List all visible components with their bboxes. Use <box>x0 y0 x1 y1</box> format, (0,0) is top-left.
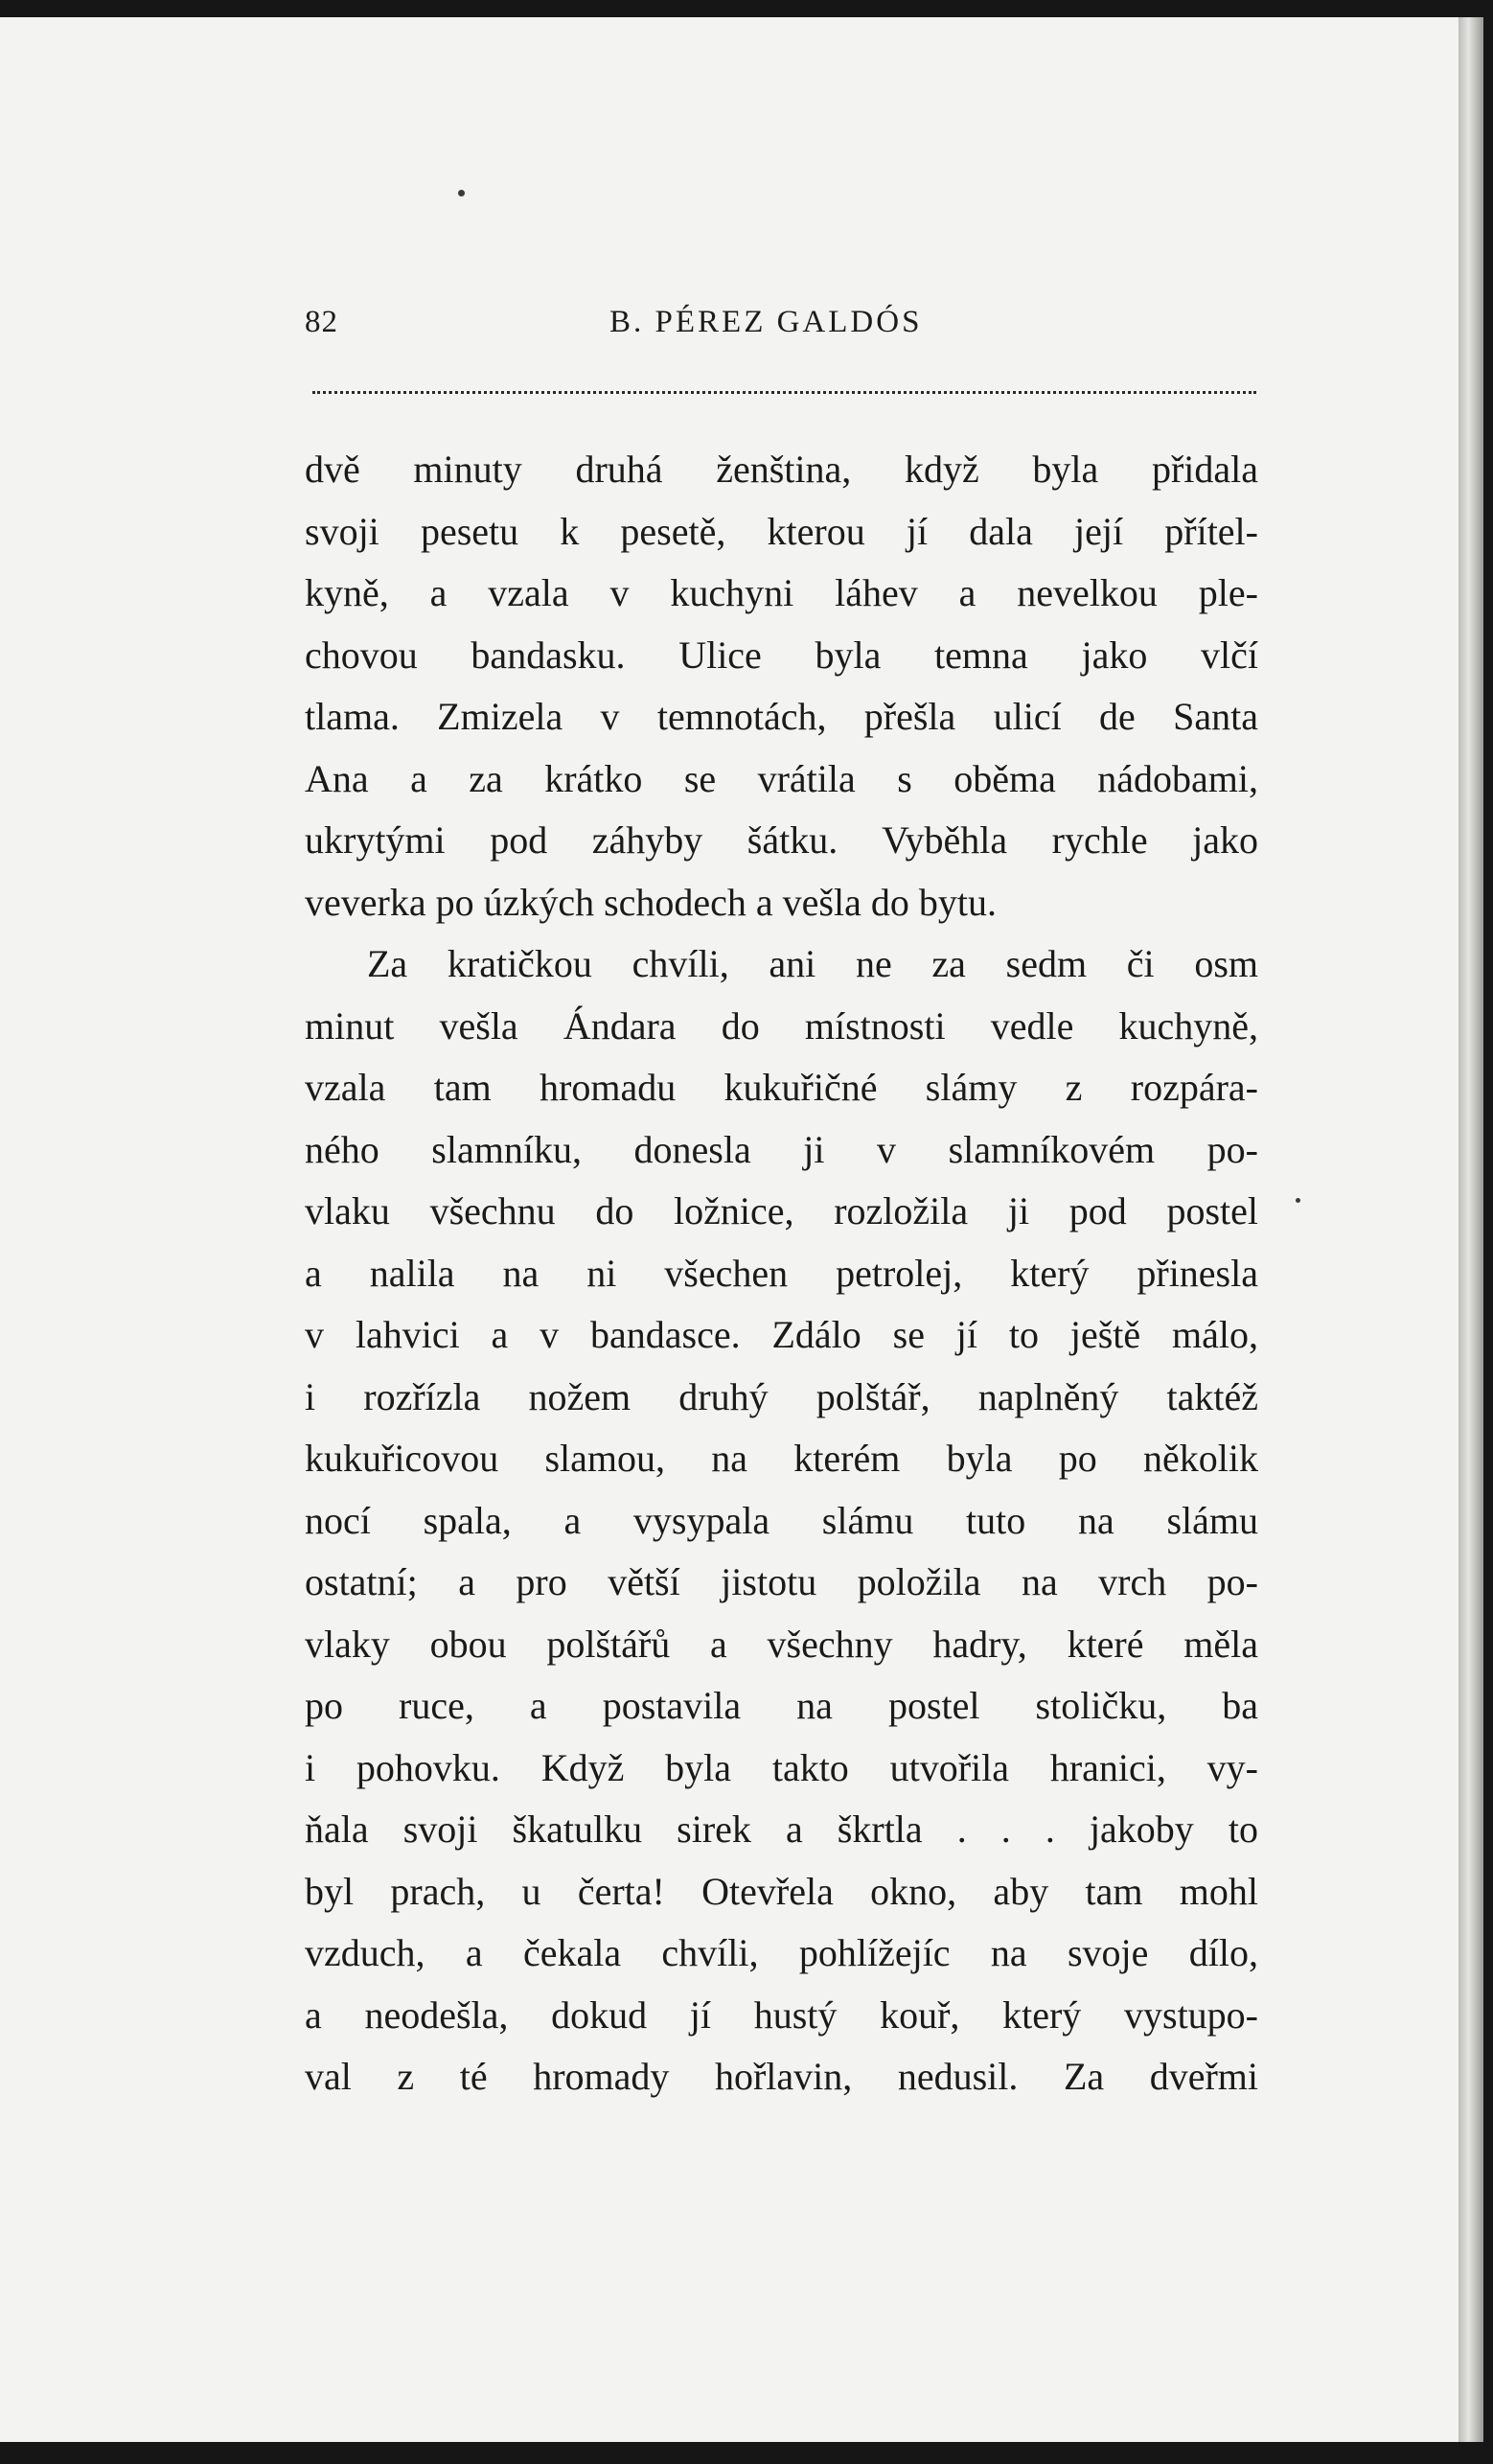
text-line: a nalila na ni všechen petrolej, který přinesla <box>305 1251 1258 1295</box>
ink-speck <box>1296 1198 1300 1203</box>
text-line: nocí spala, a vysypala slámu tuto na slámu <box>305 1498 1258 1542</box>
paragraph <box>305 933 1258 2108</box>
page-number: 82 <box>305 305 338 339</box>
text-line: Za kratičkou chvíli, ani ne za sedm či osm <box>367 942 1258 985</box>
page-header <box>305 305 1258 351</box>
running-head: B. PÉREZ GALDÓS <box>609 305 923 339</box>
text-line: Ana a za krátko se vrátila s oběma nádobami, <box>305 756 1258 800</box>
text-line: i rozřízla nožem druhý polštář, naplněný taktéž <box>305 1374 1258 1418</box>
text-line: tlama. Zmizela v temnotách, přešla ulicí de Santa <box>305 695 1258 738</box>
text-line: ukrytými pod záhyby šátku. Vyběhla rychle jako <box>305 818 1258 862</box>
text-line: po ruce, a postavila na postel stoličku, ba <box>305 1684 1258 1727</box>
text-line: kyně, a vzala v kuchyni láhev a nevelkou ple- <box>305 571 1258 614</box>
ink-speck <box>458 190 465 196</box>
text-line: a neodešla, dokud jí hustý kouř, který vystupo- <box>305 1992 1258 2037</box>
text-line: chovou bandasku. Ulice byla temna jako vlčí <box>305 633 1258 677</box>
text-line: vlaku všechnu do ložnice, rozložila ji pod postel <box>305 1189 1258 1232</box>
text-line: v lahvici a v bandasce. Zdálo se jí to ještě málo, <box>305 1313 1258 1356</box>
book-page <box>0 17 1461 2442</box>
text-line: i pohovku. Když byla takto utvořila hranici, vy- <box>305 1745 1258 1789</box>
text-line: val z té hromady hořlavin, nedusil. Za dveřmi <box>305 2055 1258 2098</box>
text-line: vzduch, a čekala chvíli, pohlížejíc na svoje dílo, <box>305 1931 1258 1974</box>
text-line: ostatní; a pro větší jistotu položila na vrch po- <box>305 1560 1258 1603</box>
text-line: svoji pesetu k pesetě, kterou jí dala její přítel- <box>305 509 1258 553</box>
text-line: dvě minuty druhá ženština, když byla přidala <box>305 448 1258 491</box>
paragraph <box>305 439 1258 933</box>
text-line: byl prach, u čerta! Otevřela okno, aby tam mohl <box>305 1869 1258 1913</box>
body-text <box>305 439 1258 2108</box>
text-line: vlaky obou polštářů a všechny hadry, které měla <box>305 1622 1258 1666</box>
text-line: ňala svoji škatulku sirek a škrtla . . . jakoby to <box>305 1808 1258 1851</box>
text-line: minut vešla Ándara do místnosti vedle kuchyně, <box>305 1003 1258 1048</box>
text-line: ného slamníku, donesla ji v slamníkovém po- <box>305 1127 1258 1171</box>
text-line: veverka po úzkých schodech a vešla do bytu. <box>305 880 997 924</box>
text-line: kukuřicovou slamou, na kterém byla po několik <box>305 1437 1258 1480</box>
header-divider <box>312 391 1256 394</box>
page-edge <box>1459 17 1483 2442</box>
text-line: vzala tam hromadu kukuřičné slámy z rozpára- <box>305 1066 1258 1109</box>
